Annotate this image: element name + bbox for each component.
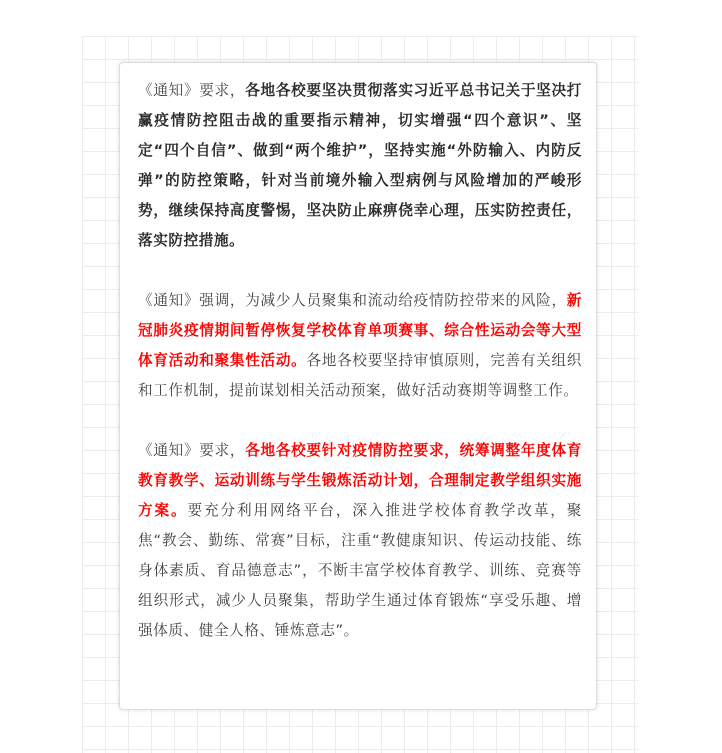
- paragraph-2-tail: 各地各校要坚持审慎原则，完善有关组织和工作机制，提前谋划相关活动预案，做好活动赛期等调整工作。: [138, 352, 582, 399]
- paragraph-2: [138, 286, 582, 406]
- article-card: [119, 62, 597, 710]
- paragraph-3: [138, 436, 582, 646]
- paragraph-3-tail: 要充分利用网络平台，深入推进学校体育教学改革，聚焦“教会、勤练、常赛”目标，注重“教健康知识、传运动技能、练身体素质、育品德意志”，不断丰富学校体育教学、训练、竞赛等组织形式，减少人员聚集，帮助学生通过体育锻炼“享受乐趣、增强体质、健全人格、锤炼意志”。: [138, 502, 582, 639]
- paragraph-3-highlight: 各地各校要针对疫情防控要求，统筹调整年度体育教育教学、运动训练与学生锻炼活动计划，合理制定教学组织实施方案。: [138, 442, 582, 519]
- paragraph-1-bold: 各地各校要坚决贯彻落实习近平总书记关于坚决打赢疫情防控阻击战的重要指示精神，切实增强“四个意识”、坚定“四个自信”、做到“两个维护”，坚持实施“外防输入、内防反弹”的防控策略，针对当前境外输入型病例与风险增加的严峻形势，继续保持高度警惕，坚决防止麻痹侥幸心理，压实防控责任，落实防控措施。: [138, 82, 582, 249]
- paragraph-1-lead: 《通知》要求，: [138, 82, 246, 99]
- paragraph-1: [138, 76, 582, 256]
- paragraph-2-highlight: 新冠肺炎疫情期间暂停恢复学校体育单项赛事、综合性运动会等大型体育活动和聚集性活动。: [138, 292, 582, 369]
- paragraph-3-lead: 《通知》要求，: [138, 442, 246, 459]
- paragraph-2-lead: 《通知》强调，为减少人员聚集和流动给疫情防控带来的风险，: [138, 292, 567, 309]
